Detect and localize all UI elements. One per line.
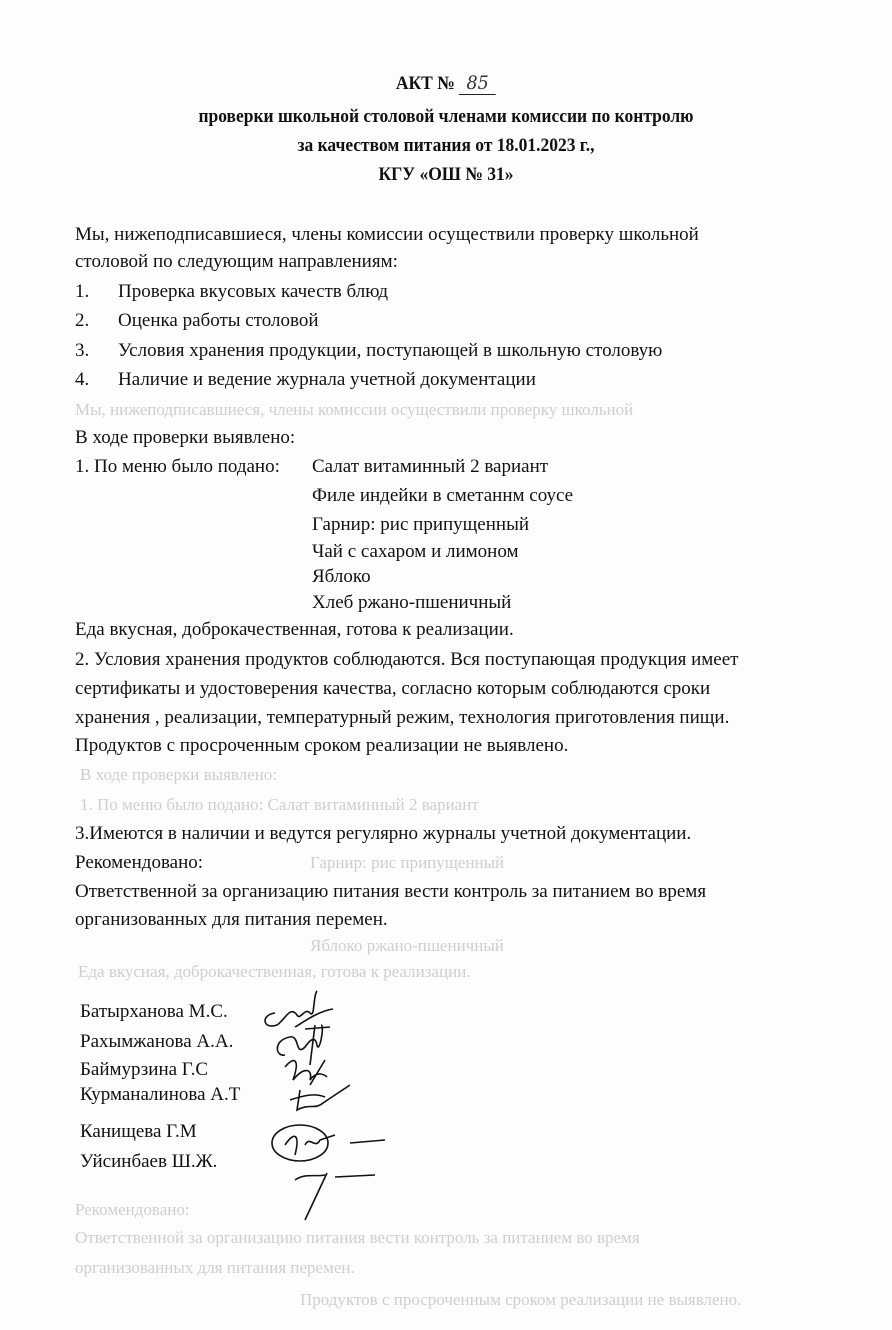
journals-line: 3.Имеются в наличии и ведутся регулярно журналы учетной документации. [75,823,692,844]
storage-line: Продуктов с просроченным сроком реализации не выявлено. [75,735,569,756]
show-through-text: Яблоко ржано-пшеничный [310,936,504,955]
findings-heading: В ходе проверки выявлено: [75,427,296,448]
recommendation-line: Ответственной за организацию питания вести контроль за питанием во время [75,881,707,902]
document-subtitle-date: за качеством питания от 18.01.2023 г., [297,135,595,156]
signature [285,1135,385,1155]
show-through-text: 1. По меню было подано: Салат витаминный 2 вариант [80,795,479,814]
show-through-text: Гарнир: рис припущенный [310,853,505,872]
recommended-label: Рекомендовано: [75,852,204,873]
signatory-name: Уйсинбаев Ш.Ж. [80,1151,218,1172]
signatures [255,985,415,1225]
signature [290,1085,350,1110]
storage-line: хранения , реализации, температурный режим, технология приготовления пищи. [75,707,730,728]
food-quality: Еда вкусная, доброкачественная, готова к реализации. [75,619,514,640]
signatory-name: Баймурзина Г.С [80,1059,209,1080]
show-through-text: Рекомендовано: [75,1200,190,1219]
list-item: Проверка вкусовых качеств блюд [118,281,389,302]
list-item: Условия хранения продукции, поступающей в школьную столовую [118,340,663,361]
storage-line: 2. Условия хранения продуктов соблюдаются. Вся поступающая продукция имеет [75,649,739,670]
document-subtitle: проверки школьной столовой членами комиссии по контролю [198,106,694,127]
intro-line: Мы, нижеподписавшиеся, члены комиссии осуществили проверку школьной [75,224,699,245]
show-through-text: Продуктов с просроченным сроком реализации не выявлено. [300,1290,742,1309]
show-through-text: Ответственной за организацию питания вести контроль за питанием во время [75,1228,640,1247]
signature [285,1060,327,1085]
signatory-name: Курманалинова А.Т [80,1084,241,1105]
show-through-text: организованных для питания перемен. [75,1258,355,1277]
show-through-text: Мы, нижеподписавшиеся, члены комиссии осуществили проверку школьной [75,400,634,419]
signatory-name: Канищева Г.М [80,1121,197,1142]
organization-name: КГУ «ОШ № 31» [378,164,514,185]
storage-line: сертификаты и удостоверения качества, согласно которым соблюдаются сроки [75,678,711,699]
list-number: 4. [75,369,90,390]
intro-line: столовой по следующим направлениям: [75,251,398,272]
show-through-text: Еда вкусная, доброкачественная, готова к реализации. [78,962,471,981]
signatory-name: Батырханова М.С. [80,1001,228,1022]
menu-item: Чай с сахаром и лимоном [312,541,519,562]
list-item: Оценка работы столовой [118,310,319,331]
document-title [36,72,857,95]
menu-item: Филе индейки в сметаннм соусе [312,485,574,506]
menu-item: Гарнир: рис припущенный [312,514,529,535]
show-through-text: В ходе проверки выявлено: [80,765,277,784]
menu-item: Яблоко [312,566,371,587]
title-prefix: АКТ № [395,73,455,94]
signature [272,1125,328,1161]
list-number: 1. [75,281,90,302]
act-number: 85 [459,72,496,95]
signature [277,1025,330,1065]
list-item: Наличие и ведение журнала учетной документации [118,369,536,390]
signatory-name: Рахымжанова А.А. [80,1031,234,1052]
menu-item: Салат витаминный 2 вариант [312,456,549,477]
menu-label: 1. По меню было подано: [75,456,280,477]
list-number: 3. [75,340,90,361]
signature [265,991,333,1027]
recommendation-line: организованных для питания перемен. [75,909,388,930]
signature [295,1173,375,1220]
menu-item: Хлеб ржано-пшеничный [312,592,512,613]
list-number: 2. [75,310,90,331]
